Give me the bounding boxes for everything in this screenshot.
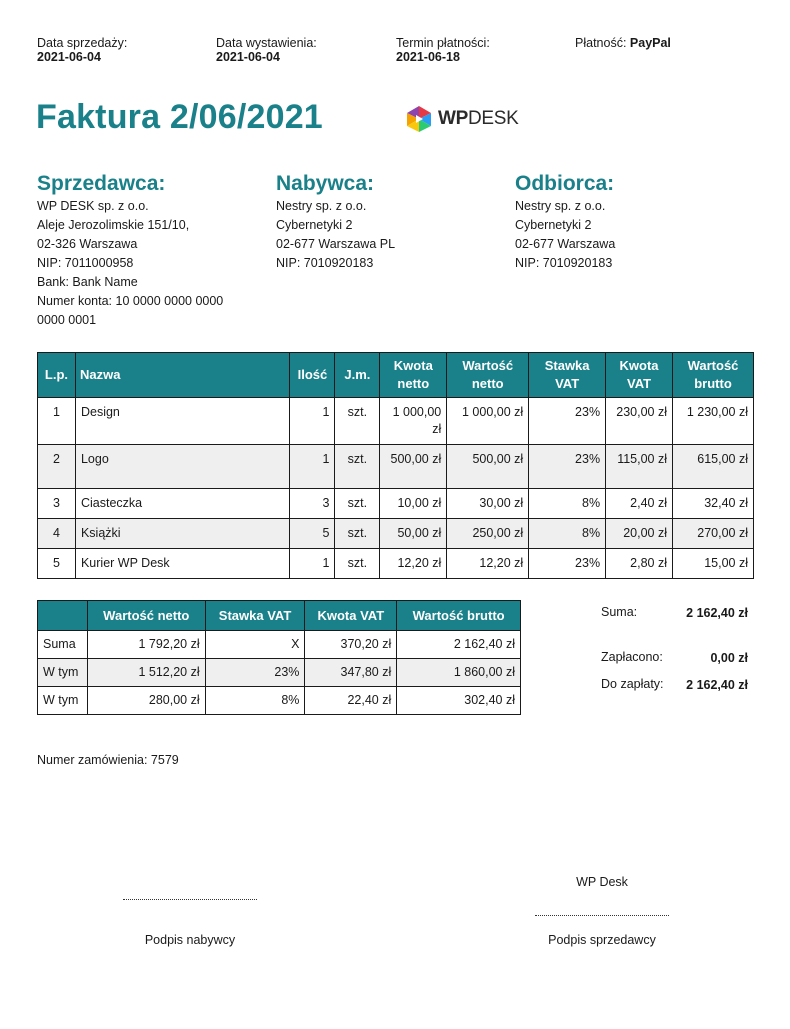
col-unit: J.m. bbox=[335, 353, 380, 398]
cell: 250,00 zł bbox=[447, 519, 529, 549]
cell: 1 bbox=[38, 398, 76, 445]
buyer-signature-label: Podpis nabywcy bbox=[144, 933, 236, 947]
cell: Suma bbox=[38, 631, 88, 659]
cell: Kurier WP Desk bbox=[75, 549, 289, 579]
col-qty: Ilość bbox=[290, 353, 335, 398]
cell: 370,20 zł bbox=[305, 631, 397, 659]
receiver-line: Cybernetyki 2 bbox=[515, 218, 592, 232]
total-value: 2 162,40 zł bbox=[686, 606, 748, 620]
col-net-value: Wartość netto bbox=[447, 353, 529, 398]
buyer-line: NIP: 7010920183 bbox=[276, 256, 374, 270]
seller-line: 0000 0001 bbox=[37, 313, 97, 327]
seller-signature-label: Podpis sprzedawcy bbox=[548, 933, 656, 947]
cell: Ciasteczka bbox=[75, 489, 289, 519]
cell: 1 230,00 zł bbox=[673, 398, 754, 445]
seller-heading: Sprzedawca: bbox=[37, 172, 166, 195]
cell: 1 bbox=[290, 549, 335, 579]
cell: 23% bbox=[529, 549, 606, 579]
items-table bbox=[37, 352, 754, 579]
company-logo bbox=[404, 106, 519, 132]
due-label: Do zapłaty: bbox=[601, 677, 664, 691]
payment-value: PayPal bbox=[629, 36, 671, 50]
vat-col-rate: Stawka VAT bbox=[205, 601, 305, 631]
table-row bbox=[38, 519, 754, 549]
cell: W tym bbox=[38, 687, 88, 715]
sale-date-value: 2021-06-04 bbox=[37, 50, 101, 64]
due-date-label: Termin płatności: bbox=[396, 36, 490, 50]
cell: 50,00 zł bbox=[380, 519, 447, 549]
cell: 1 bbox=[290, 445, 335, 489]
payment-method bbox=[575, 36, 671, 50]
cell: 3 bbox=[290, 489, 335, 519]
cell: 23% bbox=[529, 445, 606, 489]
col-vat-amount: Kwota VAT bbox=[606, 353, 673, 398]
seller-block bbox=[37, 172, 223, 330]
cell: szt. bbox=[335, 445, 380, 489]
cell: 500,00 zł bbox=[380, 445, 447, 489]
receiver-block bbox=[515, 172, 615, 273]
table-row bbox=[38, 398, 754, 445]
cell: 8% bbox=[529, 489, 606, 519]
cell: 8% bbox=[205, 687, 305, 715]
cell: 22,40 zł bbox=[305, 687, 397, 715]
payment-label: Płatność: bbox=[575, 36, 627, 50]
issue-date-value: 2021-06-04 bbox=[216, 50, 280, 64]
seller-line: WP DESK sp. z o.o. bbox=[37, 199, 149, 213]
logo-text-bold: WP bbox=[438, 108, 469, 129]
cell: szt. bbox=[335, 489, 380, 519]
cell: 2,40 zł bbox=[606, 489, 673, 519]
cell: 5 bbox=[290, 519, 335, 549]
table-row bbox=[38, 687, 521, 715]
vat-col-gross: Wartość brutto bbox=[397, 601, 521, 631]
seller-line: 02-326 Warszawa bbox=[37, 237, 138, 251]
cell: 4 bbox=[38, 519, 76, 549]
cell: Książki bbox=[75, 519, 289, 549]
cell: 1 bbox=[290, 398, 335, 445]
vat-header-row bbox=[38, 601, 521, 631]
cell: Logo bbox=[75, 445, 289, 489]
vat-col-net: Wartość netto bbox=[87, 601, 205, 631]
items-header-row bbox=[38, 353, 754, 398]
table-row bbox=[38, 549, 754, 579]
cell: X bbox=[205, 631, 305, 659]
due-date bbox=[396, 36, 490, 64]
logo-text-rest: DESK bbox=[468, 108, 519, 129]
cell: 12,20 zł bbox=[380, 549, 447, 579]
cell: 1 512,20 zł bbox=[87, 659, 205, 687]
total-label: Suma: bbox=[601, 605, 638, 619]
col-vat-rate: Stawka VAT bbox=[529, 353, 606, 398]
due-date-value: 2021-06-18 bbox=[396, 50, 460, 64]
cell: Design bbox=[75, 398, 289, 445]
cell: 12,20 zł bbox=[447, 549, 529, 579]
receiver-line: NIP: 7010920183 bbox=[515, 256, 613, 270]
seller-line: Numer konta: 10 0000 0000 0000 bbox=[37, 294, 224, 308]
vat-col-amount: Kwota VAT bbox=[305, 601, 397, 631]
receiver-line: Nestry sp. z o.o. bbox=[515, 199, 606, 213]
receiver-heading: Odbiorca: bbox=[515, 172, 615, 195]
vat-col-label bbox=[38, 601, 88, 631]
cell: 30,00 zł bbox=[447, 489, 529, 519]
sale-date-label: Data sprzedaży: bbox=[37, 36, 128, 50]
col-name: Nazwa bbox=[75, 353, 289, 398]
cell: 20,00 zł bbox=[606, 519, 673, 549]
paid-label: Zapłacono: bbox=[601, 650, 663, 664]
seller-line: NIP: 7011000958 bbox=[37, 256, 134, 270]
cell: 302,40 zł bbox=[397, 687, 521, 715]
buyer-block bbox=[276, 172, 395, 273]
col-lp: L.p. bbox=[38, 353, 76, 398]
buyer-line: Nestry sp. z o.o. bbox=[276, 199, 367, 213]
cell: 1 000,00 zł bbox=[380, 398, 447, 445]
issue-date-label: Data wystawienia: bbox=[216, 36, 317, 50]
paid-value: 0,00 zł bbox=[710, 651, 748, 665]
cell: 347,80 zł bbox=[305, 659, 397, 687]
seller-signature-line bbox=[535, 915, 669, 916]
cell: 615,00 zł bbox=[673, 445, 754, 489]
cell: 23% bbox=[205, 659, 305, 687]
receiver-line: 02-677 Warszawa bbox=[515, 237, 616, 251]
cell: 3 bbox=[38, 489, 76, 519]
order-number: Numer zamówienia: 7579 bbox=[37, 753, 179, 767]
cell: szt. bbox=[335, 398, 380, 445]
cell: 1 860,00 zł bbox=[397, 659, 521, 687]
table-row bbox=[38, 659, 521, 687]
buyer-line: 02-677 Warszawa PL bbox=[276, 237, 396, 251]
table-row bbox=[38, 445, 754, 489]
buyer-line: Cybernetyki 2 bbox=[276, 218, 353, 232]
buyer-heading: Nabywca: bbox=[276, 172, 375, 195]
cell: 10,00 zł bbox=[380, 489, 447, 519]
seller-line: Bank: Bank Name bbox=[37, 275, 138, 289]
wpdesk-logo-icon bbox=[404, 106, 434, 132]
cell: 2 162,40 zł bbox=[397, 631, 521, 659]
sale-date bbox=[37, 36, 127, 64]
table-row bbox=[38, 489, 754, 519]
col-gross-value: Wartość brutto bbox=[673, 353, 754, 398]
cell: 2,80 zł bbox=[606, 549, 673, 579]
buyer-signature-line bbox=[123, 899, 257, 900]
cell: 15,00 zł bbox=[673, 549, 754, 579]
cell: 270,00 zł bbox=[673, 519, 754, 549]
cell: 2 bbox=[38, 445, 76, 489]
cell: 32,40 zł bbox=[673, 489, 754, 519]
cell: 280,00 zł bbox=[87, 687, 205, 715]
logo-text bbox=[438, 108, 519, 130]
cell: 5 bbox=[38, 549, 76, 579]
cell: 23% bbox=[529, 398, 606, 445]
cell: 1 792,20 zł bbox=[87, 631, 205, 659]
cell: szt. bbox=[335, 519, 380, 549]
seller-line: Aleje Jerozolimskie 151/10, bbox=[37, 218, 190, 232]
cell: 1 000,00 zł bbox=[447, 398, 529, 445]
table-row bbox=[38, 631, 521, 659]
invoice-title: Faktura 2/06/2021 bbox=[36, 98, 323, 136]
cell: W tym bbox=[38, 659, 88, 687]
cell: 8% bbox=[529, 519, 606, 549]
cell: szt. bbox=[335, 549, 380, 579]
col-net-price: Kwota netto bbox=[380, 353, 447, 398]
vat-summary-table bbox=[37, 600, 521, 715]
seller-signature-name: WP Desk bbox=[576, 875, 628, 889]
cell: 500,00 zł bbox=[447, 445, 529, 489]
cell: 115,00 zł bbox=[606, 445, 673, 489]
issue-date bbox=[216, 36, 317, 64]
due-value: 2 162,40 zł bbox=[686, 678, 748, 692]
cell: 230,00 zł bbox=[606, 398, 673, 445]
